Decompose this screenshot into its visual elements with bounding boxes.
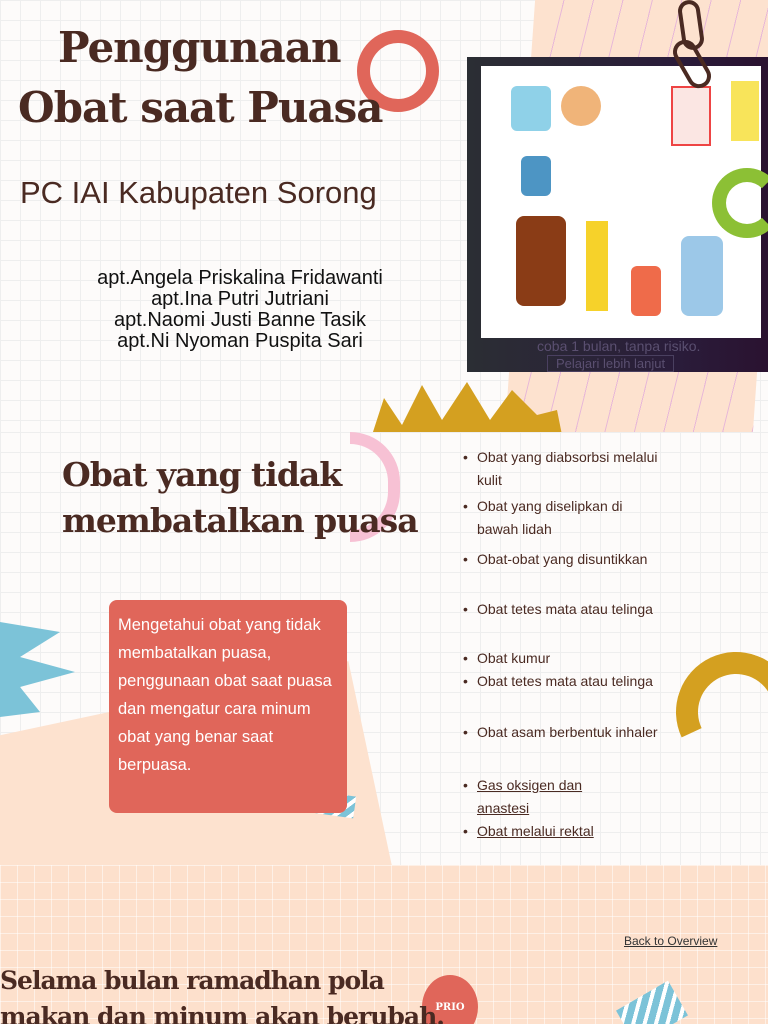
slide-ramadhan <box>0 865 768 1024</box>
blue-leaf-decoration <box>0 612 80 722</box>
section-title-line-1: Obat yang tidak <box>62 455 342 494</box>
list-item: • Obat tetes mata atau telinga <box>463 598 663 621</box>
list-item-link[interactable]: • Obat melalui rektal <box>463 820 663 843</box>
title-line-1: Penggunaan <box>58 23 341 72</box>
vial-icon <box>521 156 551 196</box>
subtitle: PC IAI Kabupaten Sorong <box>20 175 377 210</box>
list-item: • Obat yang diselipkan di bawah lidah <box>463 495 663 540</box>
authors <box>30 268 450 352</box>
ramadhan-title-line-2: makan dan minum akan berubah. <box>0 1002 444 1024</box>
back-to-overview-link[interactable]: Back to Overview <box>624 934 718 948</box>
list-item: • Obat-obat yang disuntikkan <box>463 548 663 571</box>
dropper-icon <box>631 266 661 316</box>
ramadhan-title-line-1: Selama bulan ramadhan pola <box>0 966 384 995</box>
list-item: • Obat tetes mata atau telinga <box>463 670 663 693</box>
title-line-2: Obat saat Puasa <box>18 83 383 132</box>
tablet-strip-icon <box>731 81 759 141</box>
author: apt.Angela Priskalina Fridawanti <box>97 267 383 289</box>
slide-title <box>0 0 768 432</box>
ad-text: coba 1 bulan, tanpa risiko. <box>537 338 701 354</box>
jar-icon <box>511 86 551 131</box>
list-item: • Obat yang diabsorbsi melalui kulit <box>463 446 663 491</box>
callout-box: Mengetahui obat yang tidak membatalkan puasa, penggunaan obat saat puasa dan mengatur cara minum obat yang benar saat berpuasa. <box>109 600 347 813</box>
wavy-tape-decoration <box>616 981 688 1024</box>
list-item: • Obat kumur <box>463 647 663 670</box>
section-title-line-2: membatalkan puasa <box>62 501 418 540</box>
slide-list <box>0 432 768 865</box>
tube-icon <box>586 221 608 311</box>
author: apt.Ina Putri Jutriani <box>151 288 329 310</box>
ad-button[interactable]: Pelajari lebih lanjut <box>547 355 674 372</box>
author: apt.Ni Nyoman Puspita Sari <box>117 330 363 352</box>
spray-icon <box>681 236 723 316</box>
list-item: • Obat asam berbentuk inhaler <box>463 721 663 744</box>
list-item-link[interactable]: • Gas oksigen dan anastesi <box>463 774 613 819</box>
blister-icon <box>671 86 711 146</box>
bottle-icon <box>516 216 566 306</box>
author: apt.Naomi Justi Banne Tasik <box>114 309 366 331</box>
mustard-arc-decoration <box>659 635 768 789</box>
mustard-zigzag-decoration <box>372 380 562 432</box>
prio-badge: PRIO <box>422 975 478 1024</box>
pill-icon <box>561 86 601 126</box>
